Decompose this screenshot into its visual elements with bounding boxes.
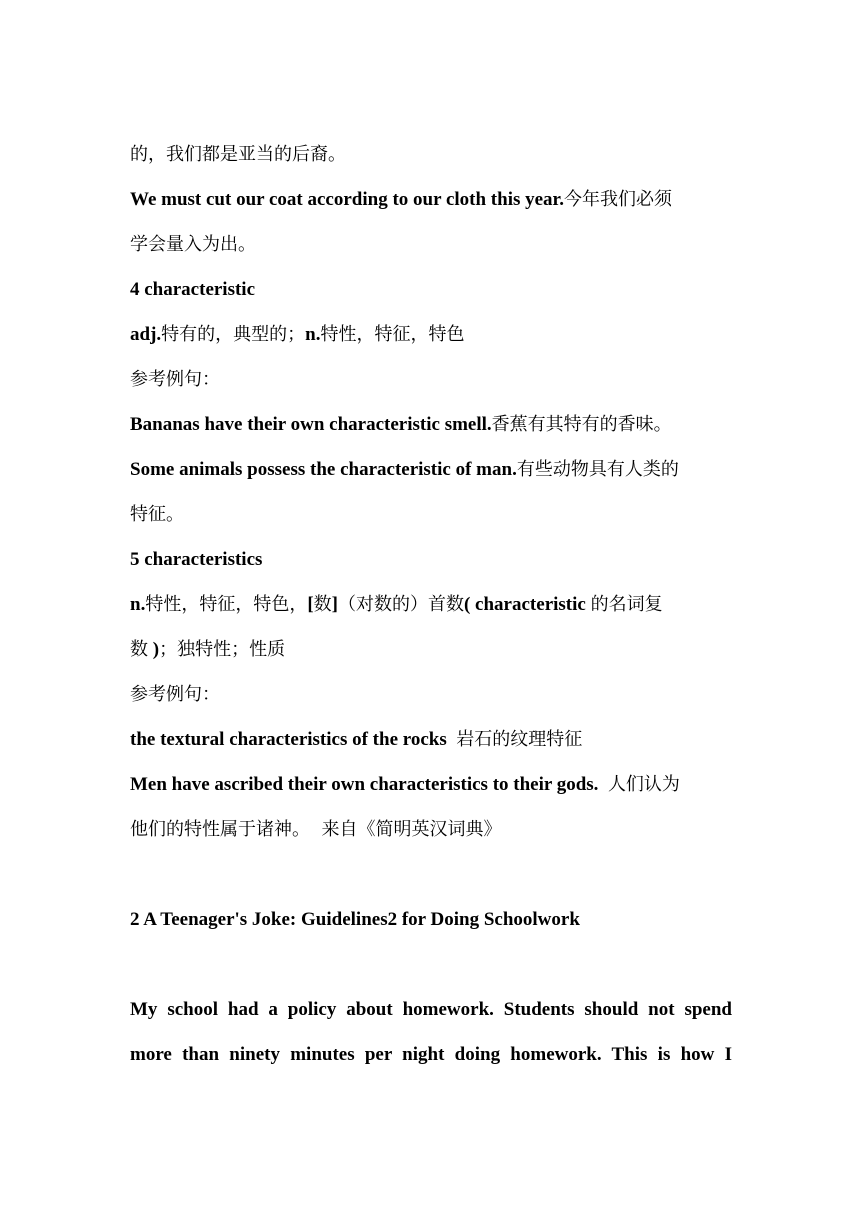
text-line-3 (130, 233, 732, 257)
text-zh: 岩石的纹理特征 (456, 729, 583, 750)
text-zh: 数 (313, 594, 332, 615)
text-zh: （对数的）首数 (337, 594, 464, 615)
text-line-15 (130, 773, 732, 797)
text-zh: 人们认为 (607, 774, 680, 795)
text-line-6 (130, 368, 732, 392)
text-en: ( characteristic (463, 594, 591, 615)
text-en: adj. (130, 324, 162, 345)
text-zh: 他们的特性属于诸神。 来自《简明英汉词典》 (130, 819, 502, 840)
text-line-5 (130, 323, 732, 347)
text-line-7 (130, 413, 732, 437)
text-en: Some animals possess the characteristic of man. (130, 459, 517, 480)
text-en: My school had a policy about homework. Students should not spend (130, 999, 732, 1020)
text-en: ) (148, 639, 160, 660)
text-en: n. (130, 594, 146, 615)
text-line-13 (130, 683, 732, 707)
text-zh: 有些动物具有人类的 (516, 459, 679, 480)
text-zh: 的名词复 (590, 594, 663, 615)
text-line-1 (130, 143, 732, 167)
text-en: We must cut our coat according to our cloth this year. (130, 189, 564, 210)
text-line-12 (130, 638, 732, 662)
text-line-18 (130, 998, 732, 1022)
text-line-9 (130, 503, 732, 527)
text-line-10 (130, 548, 732, 572)
text-en: n. (305, 324, 321, 345)
text-zh: 参考例句： (130, 369, 220, 390)
text-line-2 (130, 188, 732, 212)
text-zh: 香蕉有其特有的香味。 (491, 414, 672, 435)
text-zh: 特性，特征，特色 (320, 324, 465, 345)
text-en: 4 characteristic (130, 279, 256, 300)
text-zh: 参考例句： (130, 684, 220, 705)
text-zh: 特性，特征，特色， (145, 594, 308, 615)
section-heading (130, 908, 732, 932)
text-zh: 特征。 (130, 504, 184, 525)
text-en: Men have ascribed their own characteristics to their gods. (130, 774, 608, 795)
text-en: more than ninety minutes per night doing homework. This is how I (130, 1044, 732, 1065)
text-en: the textural characteristics of the rocks (130, 729, 457, 750)
text-zh: 学会量入为出。 (130, 234, 256, 255)
text-line-8 (130, 458, 732, 482)
text-en: 5 characteristics (130, 549, 263, 570)
text-en: ] (331, 594, 338, 615)
text-zh: 今年我们必须 (564, 189, 672, 210)
text-en: Bananas have their own characteristic smell. (130, 414, 492, 435)
text-zh: ；独特性；性质 (159, 639, 286, 660)
text-line-16 (130, 818, 732, 842)
text-line-11 (130, 593, 732, 617)
text-zh: 的，我们都是亚当的后裔。 (130, 144, 346, 165)
text-line-14 (130, 728, 732, 752)
text-line-19 (130, 1043, 732, 1067)
text-en: [ (307, 594, 314, 615)
text-line-4 (130, 278, 732, 302)
text-en: 2 A Teenager's Joke: Guidelines2 for Doing Schoolwork (130, 909, 580, 930)
text-zh: 特有的，典型的； (161, 324, 306, 345)
text-zh: 数 (130, 639, 148, 660)
